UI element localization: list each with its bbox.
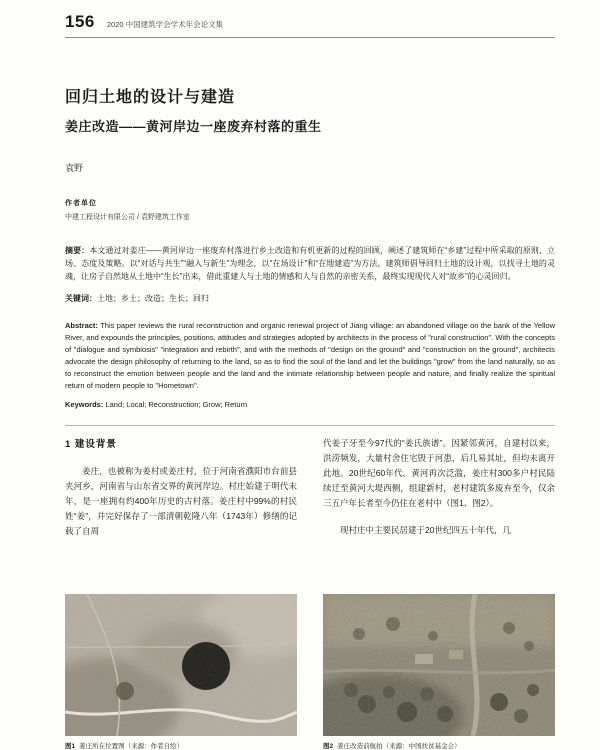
article-title: 回归土地的设计与建造 — [65, 89, 236, 106]
keywords-en — [65, 400, 555, 409]
article-subtitle: 姜庄改造——黄河岸边一座废弃村落的重生 — [65, 119, 322, 134]
abstract-cn-text: 本文通过对姜庄——黄河岸边一座废弃村落进行乡土改造和有机更新的过程的回顾，阐述了建筑师在“乡建”过程中所采取的原则、立场、态度及策略。以“对话与共生”“融入与新生”为理念，以“在场设计”和“在地建造”为方法，建筑师倡导回归土地的设计观，以找寻土地的灵魂，让房子自然地从土地中“生长”出来，借此重建人与土地的情感和人与自然的亲密关系，最终实现现代人对“故乡”的心灵回归。 — [65, 246, 555, 281]
figure1-caption — [65, 741, 297, 750]
left-column — [65, 436, 297, 592]
page-number: 156 — [65, 12, 95, 31]
abstract-cn-label: 摘要： — [65, 246, 90, 255]
abstract-en-label: Abstract: — [65, 321, 98, 330]
figure1-caption-text: 姜庄所在位置图（来源：作者自绘） — [79, 743, 184, 750]
figure2-label: 图2 — [323, 743, 334, 750]
two-column-body — [65, 436, 555, 592]
section-heading: 1 建设背景 — [65, 439, 117, 450]
author-name: 袁野 — [65, 163, 84, 173]
figure2-caption — [323, 741, 555, 750]
right-column — [323, 436, 555, 592]
affiliation: 中建工程设计有限公司 / 袁野建筑工作室 — [65, 214, 190, 221]
section-divider — [65, 425, 555, 426]
figure2-caption-text: 姜庄改造前航拍（来源：中国扶贫基金会） — [337, 743, 461, 750]
keywords-en-text: Land; Local; Reconstruction; Grow; Return — [105, 400, 248, 409]
proceedings-title: 2020 中国建筑学会学术年会论文集 — [106, 20, 224, 29]
affiliation-label: 作者单位 — [65, 200, 97, 207]
keywords-en-label: Keywords: — [65, 400, 104, 409]
body-paragraph: 现村庄中主要民居建于20世纪四五十年代，几 — [340, 525, 511, 535]
body-paragraph: 代姜子牙至今97代的“姜氏族谱”。因紧邻黄河，自建村以来，洪涝频发，大量村舍住宅毁于河患，后几易其址，但均未离开此地。20世纪60年代，黄河再次泛滥，姜庄村300多户村民陆续迁至黄河大堤西侧，组建新村，老村建筑多废弃至今，仅余三五户年长者至今仍住在老村中（图1、图2）。 — [323, 438, 555, 508]
abstract-en — [65, 320, 555, 392]
figures-row — [65, 594, 555, 750]
body-paragraph: 姜庄，也被称为姜村或姜庄村，位于河南省濮阳市台前县夹河乡，河南省与山东省交界的黄河岸边。村庄始建于明代末年，是一座拥有约400年历史的古村落。姜庄村中99%的村民姓“姜”，并完好保存了一部清朝乾隆八年（1743年）修缮的记载了自周 — [65, 466, 297, 536]
figure1-label: 图1 — [65, 743, 76, 750]
figure2-aerial-photo-image — [323, 594, 555, 736]
page-header — [65, 12, 555, 32]
abstract-en-text: This paper reviews the rural reconstruction and organic renewal project of Jiang village: an abandoned village on the bank of the Yellow River, and expounds the principles, positions, attitudes and strategies adopted by architects in the process of "rural construction". With the concepts of "dialogue and symbiosis" "integration and rebirth", and with the methods of "design on the ground" and "construction on the ground", architects advocate the design philosophy of returning to the land, so as to find the soul of the land and let the buildings "grow" from the land naturally, so as to reconstruct the emotion between people and the land and the intimate relationship between people and nature, and finally realize the spiritual return of modern people to "Hometown". — [65, 321, 555, 390]
figure-2 — [323, 594, 555, 750]
header-rule — [65, 37, 555, 38]
figure-1 — [65, 594, 297, 750]
keywords-cn-label: 关键词： — [65, 294, 97, 303]
abstract-cn — [65, 244, 555, 283]
keywords-cn-text: 土地；乡土；改造；生长；回归 — [97, 294, 209, 303]
figure1-location-map-image — [65, 594, 297, 736]
keywords-cn — [65, 293, 555, 304]
